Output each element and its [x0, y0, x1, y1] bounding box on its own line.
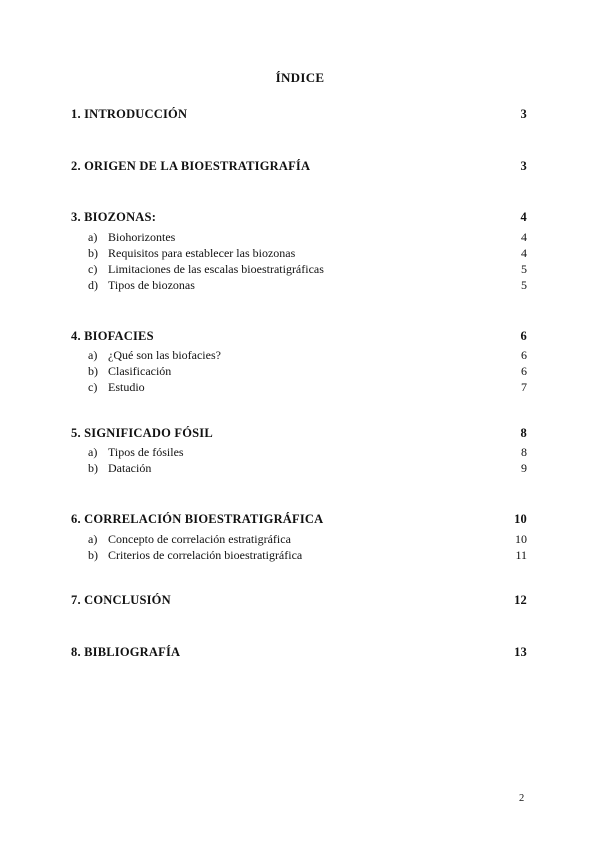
toc-entry-biozonas[interactable]	[71, 210, 527, 225]
toc-subentry-marker: a)	[88, 230, 98, 244]
toc-entry-correlacion[interactable]	[71, 512, 527, 527]
toc-subentry-marker: b)	[88, 364, 98, 378]
toc-subentry-label: Concepto de correlación estratigráfica	[108, 532, 291, 546]
toc-entry-page: 3	[520, 159, 527, 173]
toc-entry-label: 4. BIOFACIES	[71, 329, 154, 343]
toc-subentry-marker: b)	[88, 548, 98, 562]
toc-subentry-marker: a)	[88, 445, 98, 459]
toc-subentry-label: Tipos de biozonas	[108, 278, 195, 292]
toc-subentry[interactable]	[88, 380, 527, 395]
toc-entry-label: 3. BIOZONAS:	[71, 210, 157, 224]
toc-entry-introduccion[interactable]	[71, 107, 527, 122]
toc-subentry[interactable]	[88, 348, 527, 363]
toc-entry-page: 13	[514, 645, 527, 659]
toc-subentry[interactable]	[88, 262, 527, 277]
toc-subentry-marker: b)	[88, 246, 98, 260]
toc-entry-label: 1. INTRODUCCIÓN	[71, 107, 188, 121]
toc-subentry-page: 7	[521, 380, 527, 394]
toc-subentry-page: 8	[521, 445, 527, 459]
toc-subentry[interactable]	[88, 246, 527, 261]
toc-entry-biofacies[interactable]	[71, 329, 527, 344]
toc-subentry-label: ¿Qué son las biofacies?	[108, 348, 221, 362]
page-title: ÍNDICE	[275, 70, 325, 85]
toc-subentry[interactable]	[88, 364, 527, 379]
toc-subentry-label: Requisitos para establecer las biozonas	[108, 246, 296, 260]
toc-entry-bibliografia[interactable]	[71, 645, 527, 660]
toc-entry-page: 3	[520, 107, 527, 121]
toc-subentry[interactable]	[88, 278, 527, 293]
toc-subentry-label: Estudio	[108, 380, 145, 394]
toc-subentry-marker: a)	[88, 348, 98, 362]
toc-subentry-label: Limitaciones de las escalas bioestratigráficas	[108, 262, 324, 276]
toc-entry-page: 4	[520, 210, 527, 224]
toc-entry-page: 6	[520, 329, 527, 343]
toc-entry-label: 7. CONCLUSIÓN	[71, 593, 171, 607]
toc-entry-page: 10	[514, 512, 527, 526]
toc-entry-label: 8. BIBLIOGRAFÍA	[71, 645, 181, 659]
toc-subentry-label: Biohorizontes	[108, 230, 176, 244]
toc-subentry-page: 9	[521, 461, 527, 475]
toc-subentry-marker: b)	[88, 461, 98, 475]
toc-entry-significado-fosil[interactable]	[71, 426, 527, 441]
page-number: 2	[519, 793, 525, 804]
toc-subentry-label: Tipos de fósiles	[108, 445, 184, 459]
toc-entry-origen[interactable]	[71, 159, 527, 174]
toc-subentry-marker: c)	[88, 380, 98, 394]
toc-subentry-label: Datación	[108, 461, 152, 475]
toc-subentry-page: 4	[521, 230, 527, 244]
toc-subentry-marker: d)	[88, 278, 98, 292]
toc-subentry-page: 5	[521, 262, 527, 276]
toc-entry-page: 8	[520, 426, 527, 440]
toc-entry-label: 5. SIGNIFICADO FÓSIL	[71, 426, 213, 440]
toc-entry-conclusion[interactable]	[71, 593, 527, 608]
toc-subentry-label: Clasificación	[108, 364, 172, 378]
toc-subentry-label: Criterios de correlación bioestratigráfica	[108, 548, 303, 562]
toc-entry-label: 2. ORIGEN DE LA BIOESTRATIGRAFÍA	[71, 159, 311, 173]
toc-subentry[interactable]	[88, 532, 527, 547]
toc-subentry-page: 6	[521, 348, 527, 362]
toc-subentry-page: 5	[521, 278, 527, 292]
toc-entry-page: 12	[514, 593, 527, 607]
toc-subentry[interactable]	[88, 230, 527, 245]
toc-subentry[interactable]	[88, 548, 527, 563]
toc-subentry[interactable]	[88, 461, 527, 476]
toc-subentry-page: 11	[515, 548, 527, 562]
toc-subentry-marker: a)	[88, 532, 98, 546]
toc-subentry-marker: c)	[88, 262, 98, 276]
toc-subentry[interactable]	[88, 445, 527, 460]
toc-subentry-page: 4	[521, 246, 527, 260]
toc-entry-label: 6. CORRELACIÓN BIOESTRATIGRÁFICA	[71, 512, 324, 526]
toc-subentry-page: 10	[515, 532, 527, 546]
toc-subentry-page: 6	[521, 364, 527, 378]
